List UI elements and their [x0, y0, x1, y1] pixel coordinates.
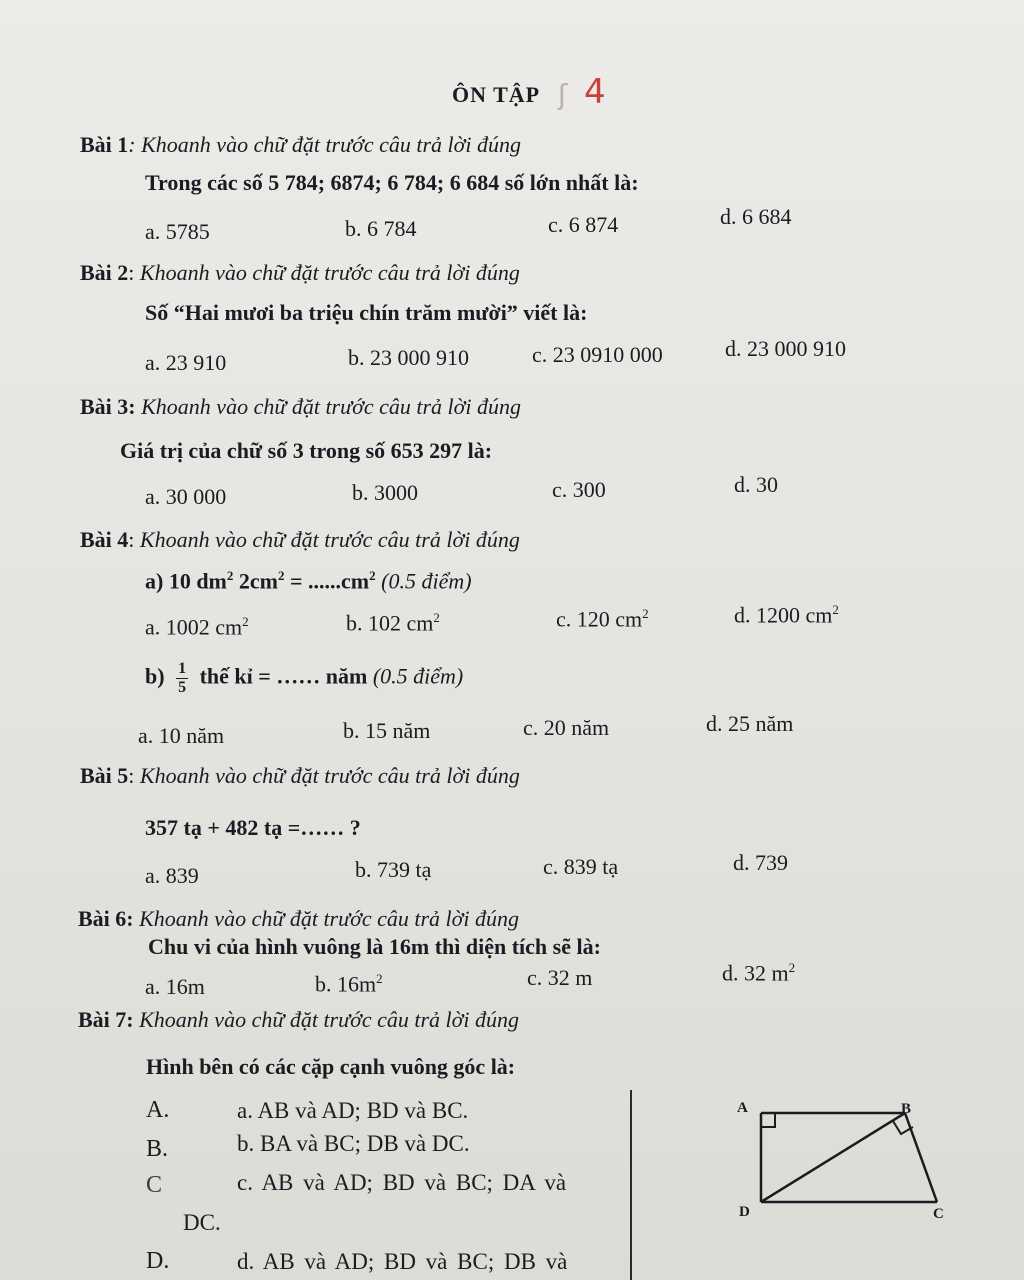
label-d: D — [739, 1204, 750, 1220]
bai6-instruction: Khoanh vào chữ đặt trước câu trả lời đúng — [139, 906, 520, 931]
bai5-option-d[interactable]: d. 739 — [733, 850, 788, 875]
bai7-option-a[interactable]: a. AB và AD; BD và BC. — [237, 1098, 469, 1123]
bai4a-option-b[interactable]: b. 102 $cm^2$ — [346, 610, 440, 636]
bai7-letter-a: A. — [146, 1097, 170, 1123]
handwritten-mark: ʃ — [558, 78, 568, 111]
bai5-option-c[interactable]: c. 839 tạ — [543, 854, 619, 879]
bai4-label: Bài 4 — [80, 527, 129, 552]
fraction-one-fifth: $\frac{1}{5}$ — [178, 660, 187, 696]
bai6-option-c[interactable]: c. 32 m — [527, 965, 593, 990]
segment-db — [761, 1113, 905, 1202]
label-b: B — [901, 1101, 912, 1117]
bai7-instruction: Khoanh vào chữ đặt trước câu trả lời đúng — [139, 1007, 520, 1032]
bai2-option-a[interactable]: a. 23 910 — [145, 350, 227, 375]
bai4-heading: Bài 4: Khoanh vào chữ đặt trước câu trả lời đúng — [80, 527, 520, 552]
bai1-question: Trong các số 5 784; 6874; 6 784; 6 684 số lớn nhất là: — [145, 170, 639, 195]
bai4-question-b: b) $\frac{1}{5}$ thế kỉ = …… năm (0.5 điểm) — [145, 660, 464, 696]
page-title: ÔN TẬP — [452, 82, 541, 107]
bai4a-option-d[interactable]: d. 1200 $cm^2$ — [734, 602, 839, 628]
bai6-question: Chu vi của hình vuông là 16m thì diện tích sẽ là: — [148, 934, 601, 959]
handwritten-number: 4 — [584, 72, 606, 112]
bai4-question-a: a) 10 $dm^2$ $2cm^2 = ......cm^2$ (0.5 điểm) — [145, 568, 472, 594]
bai3-instruction: Khoanh vào chữ đặt trước câu trả lời đúng — [141, 394, 522, 419]
bai4-instruction: Khoanh vào chữ đặt trước câu trả lời đúng — [139, 527, 520, 552]
bai2-option-b[interactable]: b. 23 000 910 — [348, 345, 469, 370]
bai7-heading — [78, 1007, 519, 1033]
bai4b-option-a[interactable]: a. 10 năm — [138, 723, 225, 748]
bai1-sep: : — [128, 132, 136, 157]
bai4b-option-b[interactable]: b. 15 năm — [343, 718, 431, 743]
bai1-option-c[interactable]: c. 6 874 — [548, 212, 619, 237]
bai2-option-c[interactable]: c. 23 0910 000 — [532, 342, 663, 367]
bai6-option-b[interactable]: b. $16m^2$ — [315, 971, 383, 997]
bai7-letter-c: C — [146, 1172, 163, 1198]
bai4b-option-c[interactable]: c. 20 năm — [523, 715, 610, 740]
bai5-option-a[interactable]: a. 839 — [145, 863, 199, 888]
bai3-option-c[interactable]: c. 300 — [552, 477, 606, 502]
segment-bc — [905, 1113, 937, 1202]
bai7-option-c[interactable]: c. AB và AD; BD và BC; DA và — [237, 1170, 567, 1195]
bai3-option-d[interactable]: d. 30 — [734, 472, 778, 497]
bai5-label: Bài 5 — [80, 763, 129, 788]
bai6-heading — [78, 906, 519, 932]
bai3-question: Giá trị của chữ số 3 trong số 653 297 là: — [120, 438, 493, 463]
bai3-option-a[interactable]: a. 30 000 — [145, 484, 227, 509]
label-c: C — [933, 1206, 944, 1222]
bai6-option-a[interactable]: a. 16m — [145, 974, 205, 999]
divider-line — [630, 1090, 632, 1280]
right-angle-a — [761, 1113, 775, 1127]
bai5-instruction: Khoanh vào chữ đặt trước câu trả lời đúng — [139, 763, 520, 788]
bai5-heading: Bài 5: Khoanh vào chữ đặt trước câu trả lời đúng — [80, 763, 520, 788]
label-a: A — [737, 1100, 748, 1116]
bai6-option-d[interactable]: d. 32 $m^2$ — [722, 960, 796, 986]
bai4-note-b: (0.5 điểm) — [372, 663, 464, 689]
bai1-instruction: Khoanh vào chữ đặt trước câu trả lời đúng — [141, 132, 522, 157]
bai7-letter-d: D. — [146, 1248, 170, 1274]
bai7-question: Hình bên có các cặp cạnh vuông góc là: — [146, 1054, 516, 1079]
bai2-question: Số “Hai mươi ba triệu chín trăm mười” viết là: — [145, 300, 588, 325]
bai4a-option-a[interactable]: a. 1002 $cm^2$ — [145, 614, 249, 640]
bai7-option-d[interactable]: d. AB và AD; BD và BC; DB và — [237, 1249, 568, 1274]
bai7-option-c-cont: DC. — [183, 1210, 221, 1235]
bai3-heading — [80, 394, 521, 420]
bai1-heading — [80, 132, 521, 158]
bai1-option-a[interactable]: a. 5785 — [145, 219, 210, 244]
trapezoid-figure — [725, 1090, 965, 1230]
bai2-instruction: Khoanh vào chữ đặt trước câu trả lời đúng — [139, 260, 520, 285]
bai1-option-b[interactable]: b. 6 784 — [345, 216, 417, 241]
bai5-option-b[interactable]: b. 739 tạ — [355, 857, 432, 882]
bai7-label: Bài 7: — [78, 1007, 134, 1032]
bai4-note-a: (0.5 điểm) — [381, 568, 472, 594]
bai2-option-d[interactable]: d. 23 000 910 — [725, 336, 846, 361]
bai2-label: Bài 2 — [80, 260, 129, 285]
bai4b-option-d[interactable]: d. 25 năm — [706, 711, 794, 736]
bai7-letter-b: B. — [146, 1136, 169, 1162]
bai4a-option-c[interactable]: c. 120 $cm^2$ — [556, 606, 649, 632]
bai1-label: Bài 1 — [80, 132, 129, 157]
bai3-label: Bài 3: — [80, 394, 136, 419]
bai2-heading: Bài 2: Khoanh vào chữ đặt trước câu trả lời đúng — [80, 260, 520, 285]
bai6-label: Bài 6: — [78, 906, 134, 931]
bai7-option-b[interactable]: b. BA và BC; DB và DC. — [237, 1131, 470, 1156]
bai5-question: 357 tạ + 482 tạ =…… ? — [145, 815, 361, 840]
bai3-option-b[interactable]: b. 3000 — [352, 480, 418, 505]
bai1-option-d[interactable]: d. 6 684 — [720, 204, 792, 229]
